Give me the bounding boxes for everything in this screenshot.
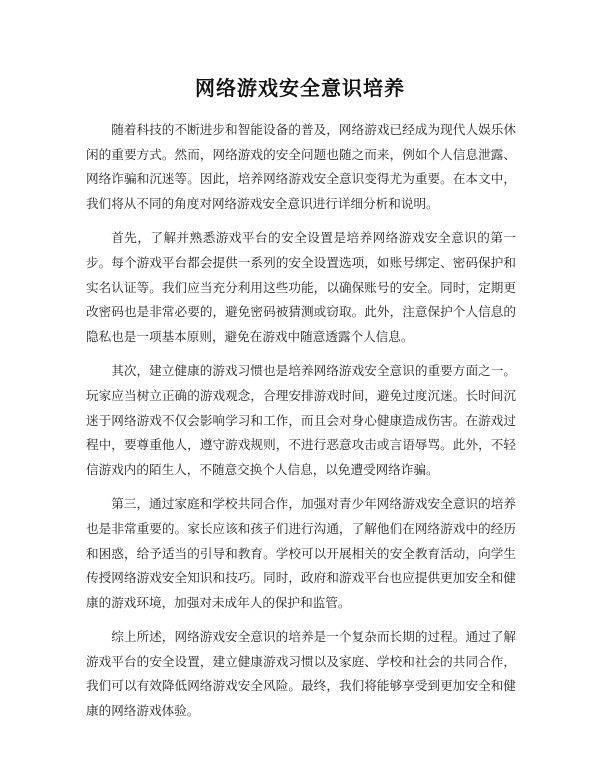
paragraph-platform-security: 首先，了解并熟悉游戏平台的安全设置是培养网络游戏安全意识的第一步。每个游戏平台都会提供一系列的安全设置选项，如账号绑定、密码保护和实名认证等。我们应当充分利用这些功能，以确保账号的安全。同时，定期更改密码也是非常必要的，避免密码被猜测或窃取。此外，注意保护个人信息的隐私也是一项基本原则，避免在游戏中随意透露个人信息。 [86,230,516,344]
document-title: 网络游戏安全意识培养 [195,76,405,100]
paragraph-intro: 随着科技的不断进步和智能设备的普及，网络游戏已经成为现代人娱乐休闲的重要方式。然而，网络游戏的安全问题也随之而来，例如个人信息泄露、网络诈骗和沉迷等。因此，培养网络游戏安全意识变得尤为重要。在本文中，我们将从不同的角度对网络游戏安全意识进行详细分析和说明。 [86,122,516,211]
paragraph-family-school: 第三，通过家庭和学校共同合作，加强对青少年网络游戏安全意识的培养也是非常重要的。家长应该和孩子们进行沟通，了解他们在网络游戏中的经历和困惑，给予适当的引导和教育。学校可以开展相关的安全教育活动，向学生传授网络游戏安全知识和技巧。同时，政府和游戏平台也应提供更加安全和健康的游戏环境，加强对未成年人的保护和监管。 [86,496,516,610]
paragraph-healthy-habits: 其次，建立健康的游戏习惯也是培养网络游戏安全意识的重要方面之一。玩家应当树立正确的游戏观念，合理安排游戏时间，避免过度沉迷。长时间沉迷于网络游戏不仅会影响学习和工作，而且会对身心健康造成伤害。在游戏过程中，要尊重他人，遵守游戏规则，不进行恶意攻击或言语辱骂。此外，不轻信游戏内的陌生人，不随意交换个人信息，以免遭受网络诈骗。 [86,363,516,477]
document-body [86,118,516,734]
paragraph-conclusion: 综上所述，网络游戏安全意识的培养是一个复杂而长期的过程。通过了解游戏平台的安全设置，建立健康游戏习惯以及家庭、学校和社会的共同合作，我们可以有效降低网络游戏安全风险。最终，我们将能够享受到更加安全和健康的网络游戏体验。 [86,629,516,719]
